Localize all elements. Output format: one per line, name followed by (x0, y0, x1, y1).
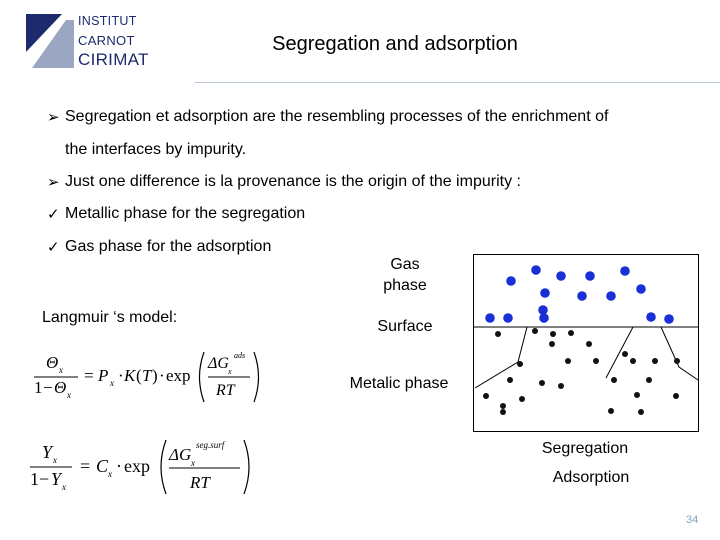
adsorption-label: Adsorption (552, 469, 630, 486)
title-divider (195, 82, 720, 83)
svg-text:x: x (228, 367, 232, 376)
svg-text:·: · (118, 366, 124, 385)
gas-atom (585, 271, 595, 281)
metal-atom (608, 408, 614, 414)
metal-atom (483, 393, 489, 399)
svg-text:(: ( (136, 366, 142, 385)
metal-atom (519, 396, 525, 402)
surface-label: Surface (377, 318, 433, 335)
page-number: 34 (686, 514, 699, 526)
gas-atom (556, 271, 566, 281)
svg-text:ΔG: ΔG (169, 445, 192, 464)
svg-text:−: − (39, 469, 50, 489)
metal-atom (500, 403, 506, 409)
metal-atom (622, 351, 628, 357)
metal-atom (495, 331, 501, 337)
svg-text:ΔG: ΔG (208, 355, 229, 372)
check-bullet-icon: ✓ (47, 239, 60, 256)
svg-text:1: 1 (30, 469, 39, 489)
gas-atom (664, 314, 674, 324)
svg-text:x: x (191, 458, 195, 468)
svg-text:Θ: Θ (46, 353, 59, 372)
metal-atom (500, 409, 506, 415)
gas-atom (646, 312, 656, 322)
gas-atom (506, 276, 516, 286)
metal-atom (517, 361, 523, 367)
svg-text:Y: Y (51, 469, 62, 489)
gas-atom (620, 266, 630, 276)
svg-text:P: P (98, 366, 109, 385)
gas-label-line1: Gas (390, 256, 420, 273)
svg-text:−: − (43, 378, 53, 397)
gas-atom (540, 288, 550, 298)
metal-atom (549, 341, 555, 347)
gas-atom (577, 291, 587, 301)
svg-text:x: x (67, 390, 71, 400)
svg-text:Y: Y (42, 442, 53, 462)
logo-line-institut: INSTITUT (78, 14, 137, 28)
metal-atom (565, 358, 571, 364)
svg-text:Θ: Θ (54, 378, 67, 397)
svg-text:x: x (110, 378, 114, 388)
svg-text:x: x (62, 482, 66, 492)
svg-text:): ) (152, 366, 158, 385)
bullet-1-continuation: the interfaces by impurity. (65, 141, 247, 158)
svg-text:RT: RT (216, 382, 235, 399)
logo-mark-icon (22, 12, 78, 70)
metal-atom (539, 380, 545, 386)
gas-label-line2: phase (383, 277, 427, 294)
svg-text:C: C (96, 456, 109, 476)
metal-atom (652, 358, 658, 364)
metal-atom (673, 393, 679, 399)
surface-diagram (473, 254, 699, 432)
metal-atom (507, 377, 513, 383)
svg-text:=: = (80, 456, 91, 476)
svg-text:seg.surf: seg.surf (196, 440, 225, 450)
metal-atom (593, 358, 599, 364)
metal-atom (646, 377, 652, 383)
metal-atom (674, 358, 680, 364)
institut-carnot-cirimat-logo (22, 12, 152, 70)
svg-text:T: T (142, 366, 152, 385)
gas-atom (503, 313, 513, 323)
svg-text:·: · (116, 456, 122, 476)
svg-text:x: x (59, 365, 63, 375)
metal-atom (634, 392, 640, 398)
metal-atom (532, 328, 538, 334)
metal-atom (568, 330, 574, 336)
bullet-2-text: Just one difference is la provenance is the origin of the impurity : (65, 173, 521, 190)
segregation-isotherm-equation (28, 434, 263, 498)
logo-line-carnot: CARNOT (78, 33, 135, 48)
metal-atom (550, 331, 556, 337)
gas-atom (606, 291, 616, 301)
bullet-3-text: Metallic phase for the segregation (65, 205, 306, 222)
segregation-label: Segregation (541, 440, 629, 457)
svg-text:1: 1 (34, 378, 43, 397)
check-bullet-icon: ✓ (47, 206, 60, 223)
svg-text:=: = (84, 366, 94, 385)
svg-text:·: · (159, 366, 165, 385)
metal-atom (558, 383, 564, 389)
metal-atom (611, 377, 617, 383)
gas-atom (539, 313, 549, 323)
gas-atom (485, 313, 495, 323)
langmuir-model-label: Langmuir ‘s model: (42, 309, 178, 326)
slide-title: Segregation and adsorption (272, 33, 518, 55)
metal-atom (630, 358, 636, 364)
metal-atom (638, 409, 644, 415)
gas-atom (531, 265, 541, 275)
svg-text:x: x (108, 469, 112, 479)
metal-atom (586, 341, 592, 347)
svg-text:exp: exp (124, 456, 150, 476)
langmuir-adsorption-equation (32, 346, 267, 406)
bullet-1-text: Segregation et adsorption are the resembling processes of the enrichment of (65, 108, 609, 125)
svg-text:x: x (53, 455, 57, 465)
gas-atom (636, 284, 646, 294)
metalic-phase-label: Metalic phase (349, 375, 449, 392)
svg-text:exp: exp (166, 366, 191, 385)
svg-text:K: K (124, 366, 136, 385)
svg-text:RT: RT (190, 473, 210, 492)
arrow-bullet-icon: ➢ (47, 109, 60, 126)
bullet-4-text: Gas phase for the adsorption (65, 238, 272, 255)
svg-text:ads: ads (234, 351, 246, 360)
logo-line-cirimat: CIRIMAT (78, 50, 149, 69)
arrow-bullet-icon: ➢ (47, 174, 60, 191)
